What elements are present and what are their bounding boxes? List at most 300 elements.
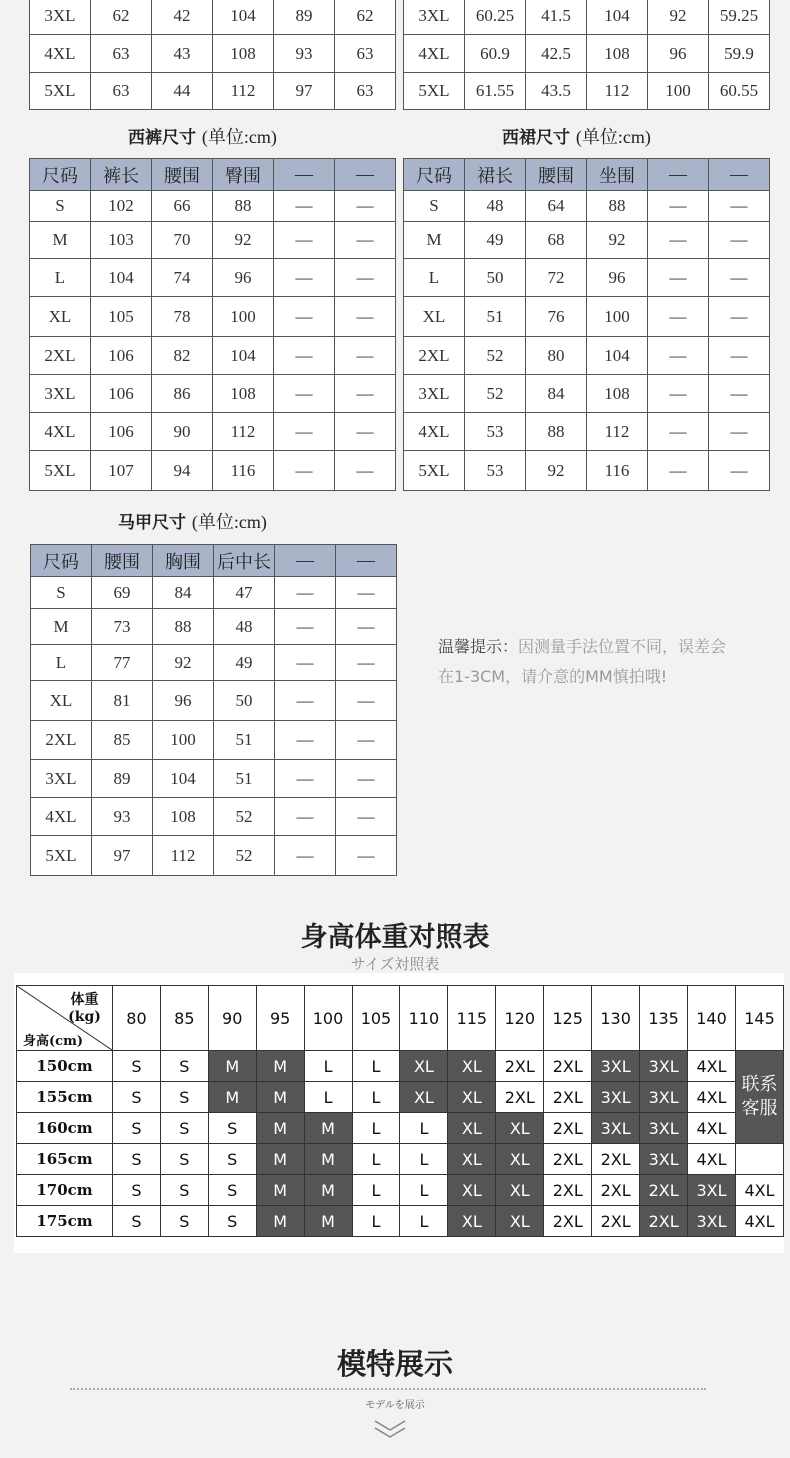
size-cell: 2XL: [640, 1206, 688, 1237]
header-cell: —: [648, 159, 709, 191]
table-row: [30, 222, 396, 259]
hw-row: [17, 1206, 784, 1237]
table-cell: 89: [92, 760, 153, 798]
size-cell: L: [352, 1175, 400, 1206]
table-cell: 62: [335, 0, 396, 35]
table-cell: 3XL: [404, 0, 465, 35]
table-cell: 104: [153, 760, 214, 798]
table-cell: —: [275, 645, 336, 681]
table-row: [31, 721, 397, 760]
size-cell: 4XL: [736, 1206, 784, 1237]
size-cell: L: [352, 1113, 400, 1144]
table-cell: 51: [214, 760, 275, 798]
height-cell: 170cm: [17, 1175, 113, 1206]
table-cell: —: [709, 222, 770, 259]
table-cell: —: [648, 375, 709, 413]
table-cell: 4XL: [30, 413, 91, 451]
weight-header-cell: 125: [544, 986, 592, 1051]
table-cell: —: [336, 645, 397, 681]
header-cell: 后中长: [214, 545, 275, 577]
table-cell: 104: [587, 0, 648, 35]
dotted-divider: [70, 1388, 706, 1390]
table-cell: 112: [213, 73, 274, 110]
table-cell: —: [275, 577, 336, 609]
table-row: [30, 451, 396, 491]
table-cell: 51: [214, 721, 275, 760]
table-cell: 63: [335, 35, 396, 73]
table-cell: 43: [152, 35, 213, 73]
table-row: [404, 413, 770, 451]
table-cell: 50: [465, 259, 526, 297]
table-cell: 5XL: [31, 836, 92, 876]
table-cell: —: [709, 451, 770, 491]
table-cell: 96: [213, 259, 274, 297]
table-cell: 53: [465, 451, 526, 491]
table-cell: 63: [91, 73, 152, 110]
table-cell: 50: [214, 681, 275, 721]
table-cell: 92: [648, 0, 709, 35]
table-cell: S: [31, 577, 92, 609]
table-cell: 73: [92, 609, 153, 645]
size-cell: 4XL: [688, 1051, 736, 1082]
table-cell: 92: [153, 645, 214, 681]
table-cell: 112: [213, 413, 274, 451]
hw-title: 身高体重对照表: [300, 922, 490, 953]
table-cell: 2XL: [404, 337, 465, 375]
pants-unit: (单位:cm): [201, 127, 277, 147]
vest-caption: [118, 508, 267, 534]
size-cell: 2XL: [592, 1175, 640, 1206]
size-cell: M: [256, 1113, 304, 1144]
table-cell: 104: [213, 337, 274, 375]
table-row: [31, 645, 397, 681]
table-cell: 116: [587, 451, 648, 491]
height-cell: 160cm: [17, 1113, 113, 1144]
table-row: [30, 337, 396, 375]
table-cell: 59.25: [709, 0, 770, 35]
header-cell: 腰围: [526, 159, 587, 191]
table-row: [404, 35, 770, 73]
table-cell: —: [335, 375, 396, 413]
table-cell: 69: [92, 577, 153, 609]
table-cell: 81: [92, 681, 153, 721]
table-cell: —: [274, 191, 335, 222]
size-cell: M: [256, 1051, 304, 1082]
table-row: [404, 375, 770, 413]
hw-row: [17, 1051, 784, 1082]
table-cell: —: [648, 413, 709, 451]
table-cell: —: [336, 681, 397, 721]
table-cell: 106: [91, 413, 152, 451]
size-cell: 2XL: [544, 1144, 592, 1175]
table-cell: XL: [31, 681, 92, 721]
size-cell: 2XL: [544, 1113, 592, 1144]
table-cell: 112: [587, 413, 648, 451]
table-cell: 49: [214, 645, 275, 681]
weight-header-cell: 90: [208, 986, 256, 1051]
table-cell: 100: [587, 297, 648, 337]
table-cell: 100: [648, 73, 709, 110]
table-row: [31, 760, 397, 798]
weight-header-cell: 100: [304, 986, 352, 1051]
table-cell: L: [404, 259, 465, 297]
table-row: [30, 259, 396, 297]
table-cell: —: [335, 413, 396, 451]
pants-size-table: [29, 158, 396, 491]
table-cell: —: [335, 297, 396, 337]
size-cell: S: [160, 1206, 208, 1237]
size-cell: 4XL: [688, 1144, 736, 1175]
hw-corner-cell: [17, 986, 113, 1051]
size-cell: 2XL: [544, 1082, 592, 1113]
table-cell: 5XL: [404, 73, 465, 110]
contact-service-cell: 联系客服: [736, 1051, 784, 1144]
table-cell: —: [335, 191, 396, 222]
table-cell: —: [648, 259, 709, 297]
table-cell: 97: [92, 836, 153, 876]
table-cell: 102: [91, 191, 152, 222]
table-cell: 5XL: [30, 451, 91, 491]
table-cell: —: [274, 413, 335, 451]
table-cell: —: [275, 798, 336, 836]
size-cell: 3XL: [688, 1206, 736, 1237]
size-cell: L: [352, 1082, 400, 1113]
table-row: [404, 222, 770, 259]
table-cell: 96: [587, 259, 648, 297]
table-row: [30, 413, 396, 451]
table-cell: —: [648, 191, 709, 222]
table-cell: 90: [152, 413, 213, 451]
table-row: [30, 0, 396, 35]
table-row: [31, 681, 397, 721]
header-row: [30, 159, 396, 191]
table-cell: 88: [213, 191, 274, 222]
size-cell: 3XL: [640, 1082, 688, 1113]
weight-header-cell: 110: [400, 986, 448, 1051]
table-cell: —: [709, 191, 770, 222]
size-cell: 3XL: [688, 1175, 736, 1206]
size-cell: XL: [448, 1175, 496, 1206]
table-cell: 47: [214, 577, 275, 609]
table-cell: —: [648, 222, 709, 259]
table-cell: 94: [152, 451, 213, 491]
table-cell: XL: [404, 297, 465, 337]
table-cell: —: [336, 836, 397, 876]
size-cell: 2XL: [592, 1144, 640, 1175]
table-cell: 88: [587, 191, 648, 222]
table-cell: 2XL: [30, 337, 91, 375]
size-cell: 2XL: [544, 1051, 592, 1082]
vest-size-table: [30, 544, 397, 876]
table-cell: 105: [91, 297, 152, 337]
weight-header-cell: 80: [113, 986, 161, 1051]
table-cell: 4XL: [30, 35, 91, 73]
table-cell: 2XL: [31, 721, 92, 760]
measurement-tip: [438, 632, 738, 692]
table-cell: 44: [152, 73, 213, 110]
table-cell: —: [709, 375, 770, 413]
size-cell: 2XL: [496, 1082, 544, 1113]
table-cell: —: [336, 577, 397, 609]
table-cell: —: [709, 413, 770, 451]
table-cell: —: [335, 222, 396, 259]
size-cell: M: [208, 1082, 256, 1113]
size-cell: 3XL: [592, 1082, 640, 1113]
table-cell: —: [336, 760, 397, 798]
size-cell: S: [113, 1144, 161, 1175]
size-cell: S: [160, 1082, 208, 1113]
table-row: [30, 375, 396, 413]
table-row: [30, 297, 396, 337]
table-cell: 5XL: [404, 451, 465, 491]
weight-header-cell: 145: [736, 986, 784, 1051]
size-cell: XL: [448, 1082, 496, 1113]
table-cell: 53: [465, 413, 526, 451]
table-cell: 3XL: [404, 375, 465, 413]
skirt-title: 西裙尺寸: [502, 128, 570, 148]
table-cell: 76: [526, 297, 587, 337]
skirt-unit: (单位:cm): [575, 127, 651, 147]
table-cell: —: [336, 721, 397, 760]
top-right-table: [403, 0, 770, 110]
table-cell: 82: [152, 337, 213, 375]
table-cell: 108: [587, 375, 648, 413]
hw-row: [17, 1113, 784, 1144]
size-cell: S: [208, 1175, 256, 1206]
table-cell: 48: [465, 191, 526, 222]
table-row: [30, 35, 396, 73]
header-cell: 裙长: [465, 159, 526, 191]
table-row: [30, 191, 396, 222]
header-cell: 坐围: [587, 159, 648, 191]
table-cell: 106: [91, 337, 152, 375]
size-cell: L: [304, 1082, 352, 1113]
header-cell: 尺码: [31, 545, 92, 577]
weight-header-cell: 135: [640, 986, 688, 1051]
tip-text: 因测量手法位置不同，误差会在1-3CM，请介意的MM慎拍哦!: [438, 637, 727, 686]
table-cell: —: [275, 721, 336, 760]
header-cell: 腰围: [152, 159, 213, 191]
hw-subtitle: サイズ対照表: [350, 955, 440, 973]
size-cell: M: [304, 1113, 352, 1144]
header-cell: 腰围: [92, 545, 153, 577]
vest-unit: (单位:cm): [191, 512, 267, 532]
hw-row: [17, 1175, 784, 1206]
header-cell: —: [274, 159, 335, 191]
size-cell: XL: [448, 1051, 496, 1082]
header-cell: —: [336, 545, 397, 577]
table-cell: 72: [526, 259, 587, 297]
table-row: [31, 577, 397, 609]
height-weight-table: [16, 985, 784, 1237]
table-cell: —: [335, 451, 396, 491]
double-chevron-down-icon: [372, 1419, 408, 1441]
size-cell: 3XL: [592, 1051, 640, 1082]
table-row: [30, 73, 396, 110]
size-cell: M: [304, 1175, 352, 1206]
table-cell: 42: [152, 0, 213, 35]
table-cell: XL: [30, 297, 91, 337]
table-cell: 52: [465, 337, 526, 375]
tip-label: 温馨提示：: [438, 637, 519, 656]
size-cell: L: [400, 1113, 448, 1144]
table-cell: S: [404, 191, 465, 222]
top-left-table: [29, 0, 396, 110]
height-cell: 150cm: [17, 1051, 113, 1082]
weight-axis-label: 体重(kg): [68, 992, 101, 1025]
size-cell: S: [113, 1113, 161, 1144]
size-cell: S: [160, 1051, 208, 1082]
table-cell: —: [274, 451, 335, 491]
hw-row: [17, 1082, 784, 1113]
table-cell: 106: [91, 375, 152, 413]
table-cell: 84: [526, 375, 587, 413]
table-cell: 88: [153, 609, 214, 645]
table-row: [404, 337, 770, 375]
table-cell: 100: [153, 721, 214, 760]
header-row: [31, 545, 397, 577]
table-cell: —: [274, 259, 335, 297]
size-cell: XL: [448, 1206, 496, 1237]
size-cell: M: [208, 1051, 256, 1082]
table-cell: 88: [526, 413, 587, 451]
model-title: 模特展示: [336, 1347, 453, 1381]
size-cell: 2XL: [544, 1175, 592, 1206]
table-row: [404, 451, 770, 491]
table-cell: 103: [91, 222, 152, 259]
table-cell: 93: [274, 35, 335, 73]
table-cell: 4XL: [404, 35, 465, 73]
table-cell: —: [274, 375, 335, 413]
header-cell: —: [335, 159, 396, 191]
table-row: [31, 798, 397, 836]
header-cell: 尺码: [404, 159, 465, 191]
size-cell: L: [352, 1051, 400, 1082]
table-cell: M: [30, 222, 91, 259]
table-cell: 63: [335, 73, 396, 110]
size-cell: S: [113, 1206, 161, 1237]
size-cell: S: [160, 1113, 208, 1144]
size-cell: 3XL: [592, 1113, 640, 1144]
size-cell: L: [400, 1206, 448, 1237]
size-cell: S: [113, 1082, 161, 1113]
table-cell: —: [709, 337, 770, 375]
size-cell: [736, 1144, 784, 1175]
size-cell: L: [352, 1144, 400, 1175]
header-cell: 臀围: [213, 159, 274, 191]
table-cell: 3XL: [31, 760, 92, 798]
table-cell: 104: [213, 0, 274, 35]
size-cell: M: [256, 1144, 304, 1175]
height-cell: 155cm: [17, 1082, 113, 1113]
table-cell: 3XL: [30, 0, 91, 35]
table-cell: —: [275, 836, 336, 876]
table-cell: 41.5: [526, 0, 587, 35]
table-cell: 96: [153, 681, 214, 721]
table-row: [404, 0, 770, 35]
table-cell: 86: [152, 375, 213, 413]
size-cell: L: [352, 1206, 400, 1237]
table-cell: —: [336, 609, 397, 645]
table-cell: 116: [213, 451, 274, 491]
table-row: [31, 836, 397, 876]
table-cell: —: [274, 297, 335, 337]
table-cell: —: [275, 681, 336, 721]
table-cell: 52: [214, 836, 275, 876]
size-cell: XL: [496, 1175, 544, 1206]
table-cell: —: [709, 297, 770, 337]
size-cell: XL: [496, 1206, 544, 1237]
size-cell: 2XL: [592, 1206, 640, 1237]
table-cell: —: [648, 297, 709, 337]
height-cell: 175cm: [17, 1206, 113, 1237]
table-cell: S: [30, 191, 91, 222]
table-cell: 108: [213, 375, 274, 413]
weight-header-cell: 105: [352, 986, 400, 1051]
table-cell: 108: [153, 798, 214, 836]
skirt-caption: [502, 123, 651, 149]
header-cell: —: [275, 545, 336, 577]
table-cell: 108: [213, 35, 274, 73]
weight-header-cell: 85: [160, 986, 208, 1051]
table-cell: 70: [152, 222, 213, 259]
table-cell: 42.5: [526, 35, 587, 73]
table-cell: 84: [153, 577, 214, 609]
table-row: [404, 73, 770, 110]
size-cell: XL: [448, 1144, 496, 1175]
table-cell: —: [335, 259, 396, 297]
size-cell: S: [160, 1175, 208, 1206]
size-cell: XL: [496, 1144, 544, 1175]
table-cell: 63: [91, 35, 152, 73]
table-cell: —: [274, 222, 335, 259]
table-cell: 107: [91, 451, 152, 491]
table-cell: 66: [152, 191, 213, 222]
weight-header-cell: 130: [592, 986, 640, 1051]
hw-row: [17, 1144, 784, 1175]
pants-title: 西裤尺寸: [128, 128, 196, 148]
table-cell: 68: [526, 222, 587, 259]
size-cell: L: [400, 1144, 448, 1175]
table-cell: —: [335, 337, 396, 375]
table-cell: —: [648, 337, 709, 375]
table-cell: —: [275, 609, 336, 645]
table-cell: 60.55: [709, 73, 770, 110]
size-cell: 3XL: [640, 1113, 688, 1144]
table-cell: 77: [92, 645, 153, 681]
table-cell: 100: [213, 297, 274, 337]
table-cell: 43.5: [526, 73, 587, 110]
size-cell: L: [400, 1175, 448, 1206]
table-cell: 92: [526, 451, 587, 491]
table-cell: 74: [152, 259, 213, 297]
header-row: [404, 159, 770, 191]
size-cell: XL: [400, 1082, 448, 1113]
size-cell: 2XL: [640, 1175, 688, 1206]
table-cell: —: [336, 798, 397, 836]
table-cell: 80: [526, 337, 587, 375]
table-cell: 104: [91, 259, 152, 297]
size-cell: M: [256, 1206, 304, 1237]
table-cell: L: [30, 259, 91, 297]
table-cell: 64: [526, 191, 587, 222]
size-cell: M: [256, 1082, 304, 1113]
table-cell: —: [274, 337, 335, 375]
table-cell: 89: [274, 0, 335, 35]
pants-caption: [128, 123, 277, 149]
table-cell: 97: [274, 73, 335, 110]
table-cell: M: [404, 222, 465, 259]
